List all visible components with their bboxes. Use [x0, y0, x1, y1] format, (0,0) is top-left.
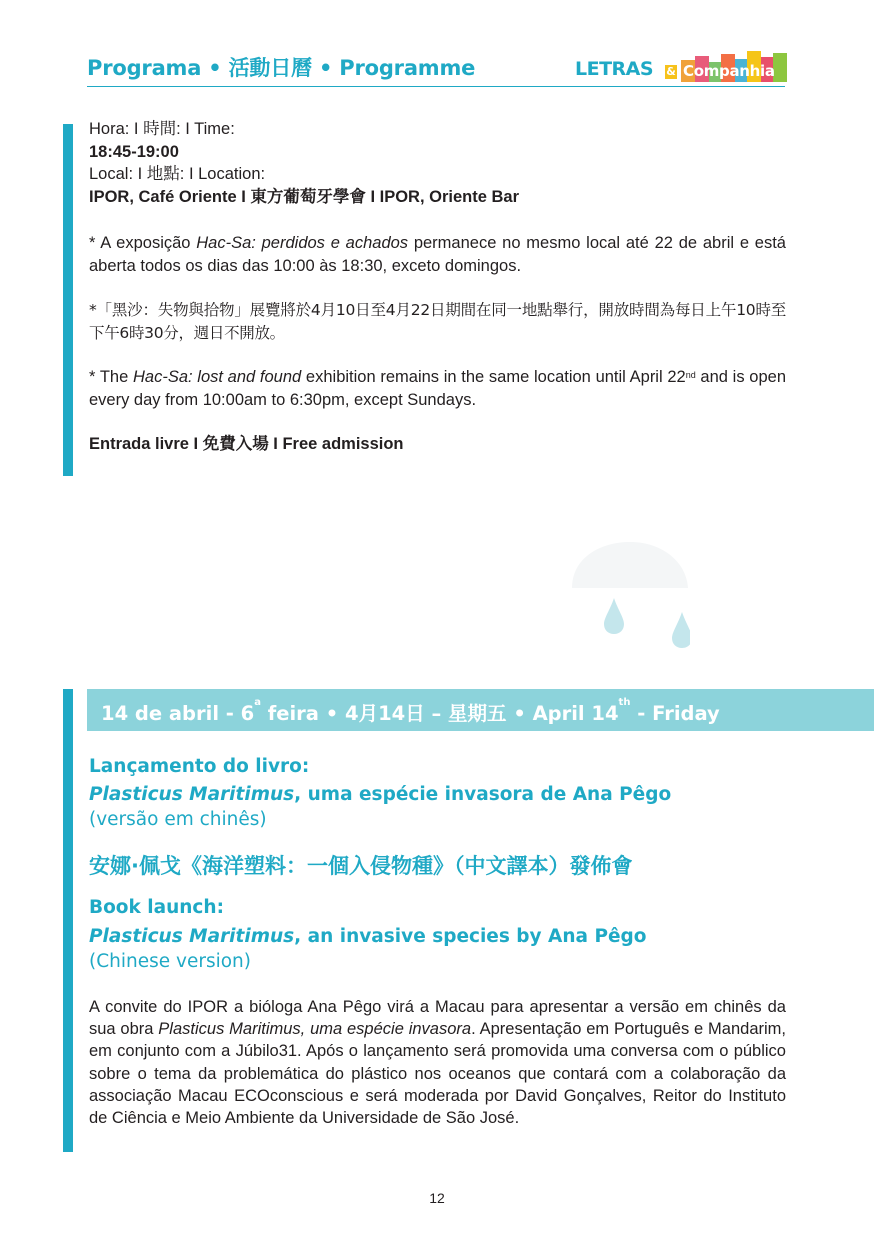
location-label: Local: I 地點: I Location: [89, 165, 266, 183]
time-value: 18:45-19:00 [89, 142, 179, 161]
note-portuguese: * A exposição Hac-Sa: perdidos e achados permanece no mesmo local até 22 de abril e está aberta todos os dias das 10:00 às 18:30, exceto domingos. [89, 234, 786, 275]
free-admission: Entrada livre I 免費入場 I Free admission [89, 435, 404, 453]
date-banner-text: 14 de abril - 6$^a$ feira • 4月14日 – 星期五 • April 14th - Friday [101, 697, 720, 725]
section-accent-bar-2 [63, 689, 73, 1152]
page-header-title: Programa • 活動日曆 • Programme [87, 56, 476, 80]
event-heading-en: Book launch: [89, 897, 224, 918]
note-chinese: *「黑沙：失物與拾物」展覽將於4月10日至4月22日期間在同一地點舉行，開放時間為每日上午10時至下午6時30分，週日不開放。 [89, 301, 786, 342]
note-english: * The Hac-Sa: lost and found exhibition remains in the same location until April 22nd and is open every day from 10:00am to 6:30pm, except Sundays. [89, 368, 786, 409]
logo-ampersand: & [666, 65, 676, 78]
event-subtitle-en: (Chinese version) [89, 951, 251, 972]
header-divider [87, 86, 785, 87]
logo-letras-text: LETRAS [575, 58, 654, 80]
logo-companhia-text: Companhia [683, 62, 775, 80]
time-location-block [89, 118, 786, 208]
event-description: A convite do IPOR a bióloga Ana Pêgo virá a Macau para apresentar a versão em chinês da sua obra Plasticus Maritimus, uma espécie invasora. Apresentação em Português e Mandarim, em conjunto com a Júbilo31. Após o lançamento será promovida uma conversa com o público sobre o tema da problemática do plástico nos oceanos que contará com a colaboração da associação Macau ECOconscious e será moderada por David Gonçalves, Reitor do Instituto de Ciência e Meio Ambiente da Universidade de São José. [89, 998, 786, 1128]
page-number: 12 [429, 1190, 445, 1206]
time-label: Hora: I 時間: I Time: [89, 120, 235, 138]
section-accent-bar [63, 124, 73, 476]
location-value: IPOR, Café Oriente I 東方葡萄牙學會 I IPOR, Oriente Bar [89, 187, 519, 206]
letras-companhia-logo [575, 50, 787, 84]
event-title-en: Plasticus Maritimus, an invasive species by Ana Pêgo [89, 926, 647, 947]
event-title-zh: 安娜·佩戈《海洋塑料：一個入侵物種》（中文譯本）發佈會 [89, 854, 633, 878]
rain-cloud-icon [570, 540, 690, 655]
event-title-pt: Plasticus Maritimus, uma espécie invasora de Ana Pêgo [89, 784, 672, 805]
date-banner [87, 689, 874, 731]
event-heading-pt: Lançamento do livro: [89, 756, 310, 777]
event-subtitle-pt: (versão em chinês) [89, 809, 267, 830]
